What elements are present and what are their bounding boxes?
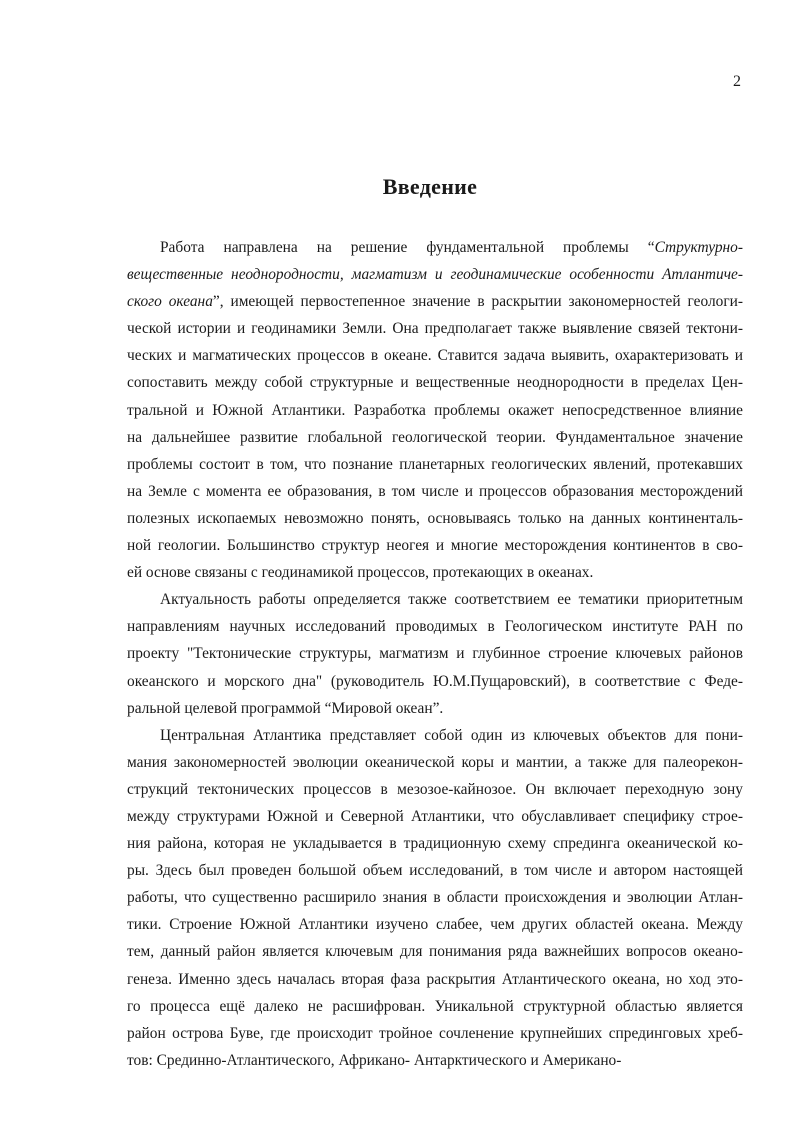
body-text [127,234,743,1074]
text-line [127,776,743,803]
paragraph [127,586,743,721]
text-line [127,397,743,424]
text-run: тов: Срединно-Атлантического, Африкано- Антарктического и Американо- [127,1051,622,1069]
text-line [127,234,743,261]
text-run: ”, имеющей первостепенное значение в раскрытии закономерностей геологи- [212,293,743,311]
text-line [127,424,743,451]
italic-text: вещественные неоднородности, магматизм и геодинамические особенности Атлантиче- [127,266,743,284]
text-run: ной геологии. Большинство структур неогея и многие месторождения континентов в сво- [127,537,743,555]
text-line [127,884,743,911]
text-run: ческой истории и геодинамики Земли. Она предполагает также выявление связей тектони- [127,320,743,338]
text-line [127,640,743,667]
text-run: Центральная Атлантика представляет собой один из ключевых объектов для пони- [160,726,743,744]
italic-text: Структурно- [654,239,743,256]
text-line [127,613,743,640]
text-run: на дальнейшее развитие глобальной геологической теории. Фундаментальное значение [127,428,743,446]
text-line [127,938,743,965]
text-line [127,342,743,369]
text-run: тем, данный район является ключевым для понимания ряда важнейших вопросов океано- [127,943,743,961]
text-run: полезных ископаемых невозможно понять, основываясь только на данных континенталь- [127,509,743,527]
text-run: ей основе связаны с геодинамикой процессов, протекающих в океанах. [127,564,594,582]
text-run: ния района, которая не укладывается в традиционную схему спрединга океанической ко- [127,835,743,853]
page-number: 2 [733,73,741,90]
text-run: го процесса ещё далеко не расшифрован. Уникальной структурной областью является [127,997,743,1015]
paragraph [127,722,743,1074]
italic-text: ского океана [127,293,213,311]
text-run: тики. Строение Южной Атлантики изучено слабее, чем других областей океана. Между [127,916,743,934]
text-run: струкций тектонических процессов в мезозое-кайнозое. Он включает переходную зону [127,780,743,798]
text-line [127,478,743,505]
text-run: работы, что существенно расширило знания в области происхождения и эволюции Атлан- [127,889,743,907]
text-line [127,668,743,695]
text-line [127,1020,743,1047]
text-line [127,586,743,613]
text-run: генеза. Именно здесь началась вторая фаза раскрытия Атлантического океана, но ход это- [127,970,743,988]
text-line [127,966,743,993]
text-line [127,749,743,776]
text-run: проекту "Тектонические структуры, магматизм и глубинное строение ключевых районов [127,645,743,663]
text-line [127,722,743,749]
text-line [127,993,743,1020]
text-run: ральной целевой программой “Мировой океан”. [127,699,444,717]
text-run: ры. Здесь был проведен большой объем исследований, в том числе и автором настоящей [127,862,743,880]
text-line [127,505,743,532]
text-line [127,369,743,396]
text-run: мания закономерностей эволюции океанической коры и мантии, а также для палеорекон- [127,753,743,771]
text-line [127,911,743,938]
text-line [127,532,743,559]
text-line [127,1047,743,1074]
text-run: Работа направлена на решение фундаментальной проблемы “ [160,239,655,256]
page-title: Введение [382,174,478,199]
text-run: сопоставить между собой структурные и вещественные неоднородности в пределах Цен- [127,374,743,392]
text-run: на Земле с момента ее образования, в том числе и процессов образования месторождений [127,482,743,500]
text-line [127,315,743,342]
text-line [127,288,743,315]
text-run: ческих и магматических процессов в океане. Ставится задача выявить, охарактеризовать и [127,347,743,365]
text-run: Актуальность работы определяется также соответствием ее тематики приоритетным [160,591,743,609]
text-run: направлениям научных исследований проводимых в Геологическом институте РАН по [127,618,743,636]
text-line [127,857,743,884]
text-line [127,695,743,722]
text-run: район острова Буве, где происходит тройное сочленение крупнейших спрединговых хреб- [127,1024,743,1042]
text-line [127,803,743,830]
text-run: океанского и морского дна" (руководитель Ю.М.Пущаровский), в соответствие с Феде- [127,672,743,690]
text-run: тральной и Южной Атлантики. Разработка проблемы окажет непосредственное влияние [127,401,743,419]
text-line [127,451,743,478]
text-run: между структурами Южной и Северной Атлантики, что обуславливает специфику строе- [127,807,743,825]
text-line [127,261,743,288]
paragraph [127,234,743,586]
text-run: проблемы состоит в том, что познание планетарных геологических явлений, протекавших [127,455,743,473]
text-line [127,830,743,857]
text-line [127,559,743,586]
